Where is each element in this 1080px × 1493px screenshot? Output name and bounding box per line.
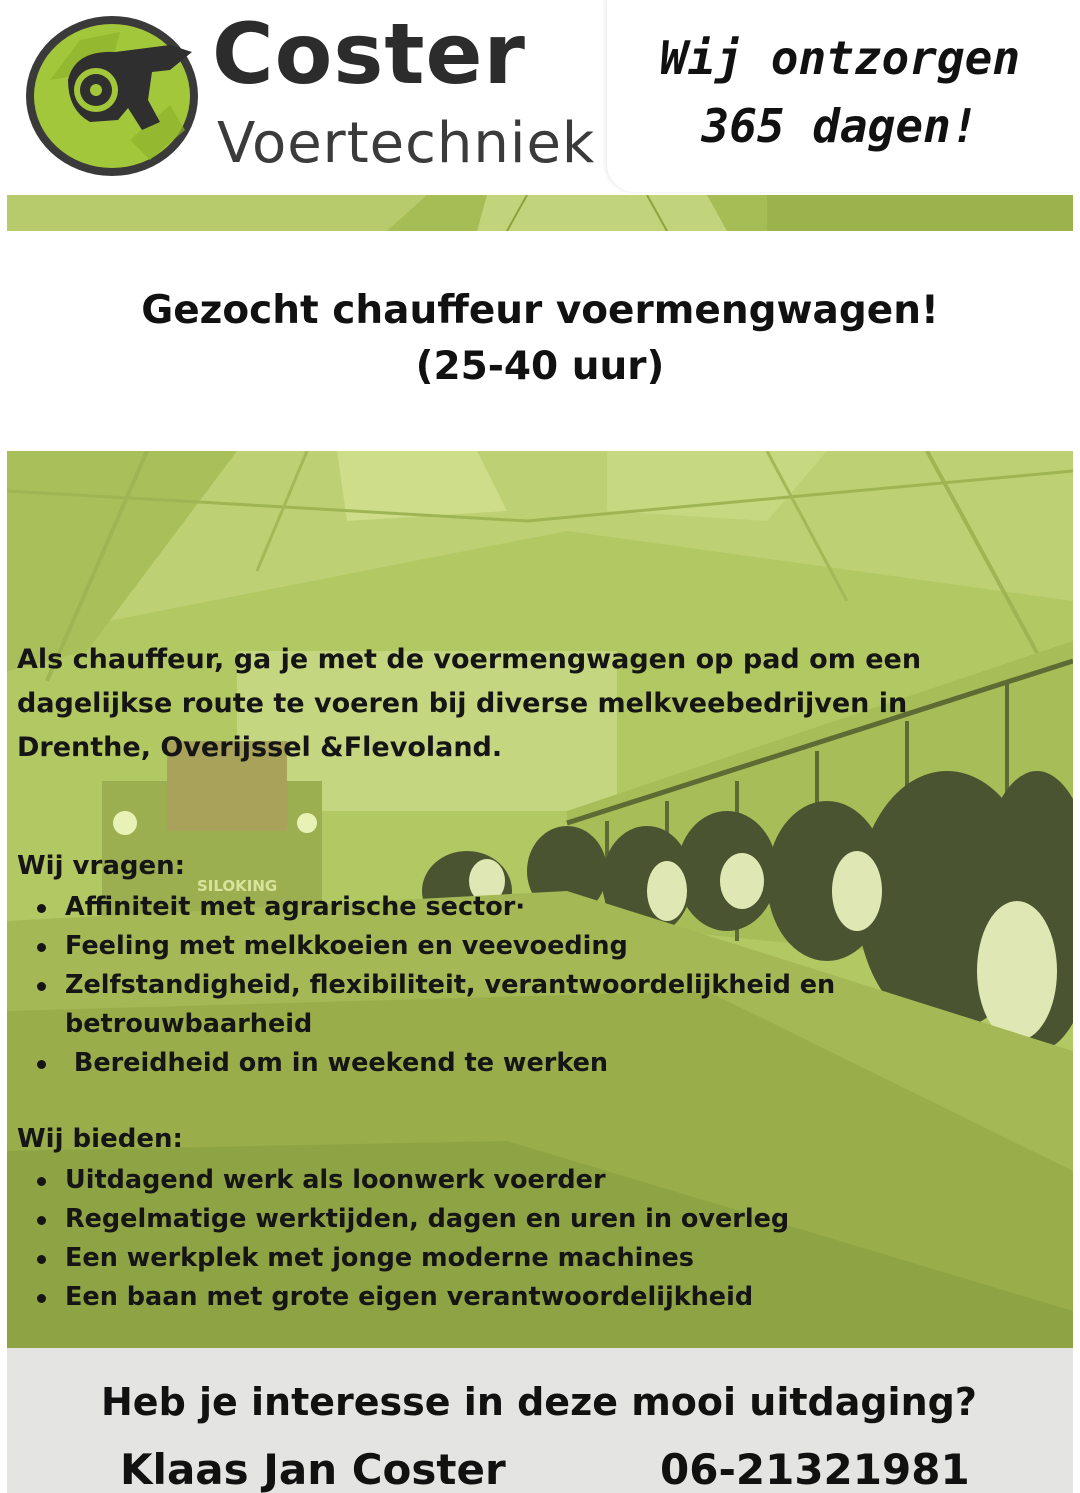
bullet-icon — [37, 1255, 46, 1264]
list-item — [17, 1161, 789, 1200]
bullet-icon — [37, 1294, 46, 1303]
job-intro-line-1: Als chauffeur, ga je met de voermengwagen op pad om een — [17, 644, 922, 675]
job-title — [7, 283, 1073, 395]
list-item — [17, 888, 835, 927]
list-item-text: Een werkplek met jonge moderne machines — [65, 1243, 694, 1273]
contact-name: Klaas Jan Coster — [120, 1445, 506, 1493]
list-item — [17, 927, 835, 966]
title-section — [7, 231, 1073, 451]
bullet-icon — [37, 943, 46, 952]
contact-footer — [7, 1348, 1073, 1493]
job-title-line-2: (25-40 uur) — [415, 344, 665, 389]
brand-subtitle: Voertechniek — [217, 111, 596, 176]
slogan-line-2: 365 dagen! — [701, 99, 979, 153]
job-intro-line-3: Drenthe, Overijssel &Flevoland. — [17, 732, 503, 763]
contact-phone[interactable]: 06-21321981 — [660, 1445, 970, 1493]
slogan — [607, 24, 1073, 160]
list-item-text: Uitdagend werk als loonwerk voerder — [65, 1165, 606, 1195]
job-title-line-1: Gezocht chauffeur voermengwagen! — [141, 288, 939, 333]
bullet-icon — [37, 904, 46, 913]
list-item-text: Feeling met melkkoeien en veevoeding — [65, 931, 628, 961]
logo-mark-icon — [20, 10, 210, 180]
list-item — [17, 1278, 789, 1317]
bullet-icon — [37, 1177, 46, 1186]
job-intro — [17, 638, 1017, 770]
list-item-text: Bereidheid om in weekend te werken — [65, 1048, 609, 1078]
requirements-heading: Wij vragen: — [17, 851, 186, 881]
bullet-icon — [37, 1060, 46, 1069]
list-item — [17, 966, 835, 1005]
machine-label: SILOKING — [197, 877, 278, 895]
list-item-continued — [17, 1005, 835, 1044]
list-item-text: Regelmatige werktijden, dagen en uren in overleg — [65, 1204, 790, 1234]
list-item — [17, 1044, 835, 1083]
requirements-list — [17, 888, 835, 1083]
job-intro-line-2: dagelijkse route te voeren bij diverse melkveebedrijven in — [17, 688, 908, 719]
offer-list — [17, 1161, 789, 1317]
header-photo-strip — [7, 195, 1073, 231]
list-item — [17, 1200, 789, 1239]
job-poster — [7, 0, 1073, 1493]
company-logo — [7, 0, 627, 195]
list-item-text: Affiniteit met agrarische sector· — [65, 892, 526, 922]
call-to-action: Heb je interesse in deze mooi uitdaging? — [101, 1380, 977, 1424]
barn-photo-panel — [7, 451, 1073, 1348]
bullet-icon — [37, 982, 46, 991]
slogan-box — [607, 0, 1073, 192]
header — [7, 0, 1073, 195]
brand-name: Coster — [212, 5, 526, 103]
list-item-text: Een baan met grote eigen verantwoordelijkheid — [65, 1282, 754, 1312]
list-item-text: betrouwbaarheid — [65, 1009, 313, 1039]
bullet-icon — [37, 1216, 46, 1225]
offer-heading: Wij bieden: — [17, 1124, 183, 1154]
list-item-text: Zelfstandigheid, flexibiliteit, verantwoordelijkheid en — [65, 970, 836, 1000]
slogan-line-1: Wij ontzorgen — [659, 31, 1021, 85]
list-item — [17, 1239, 789, 1278]
